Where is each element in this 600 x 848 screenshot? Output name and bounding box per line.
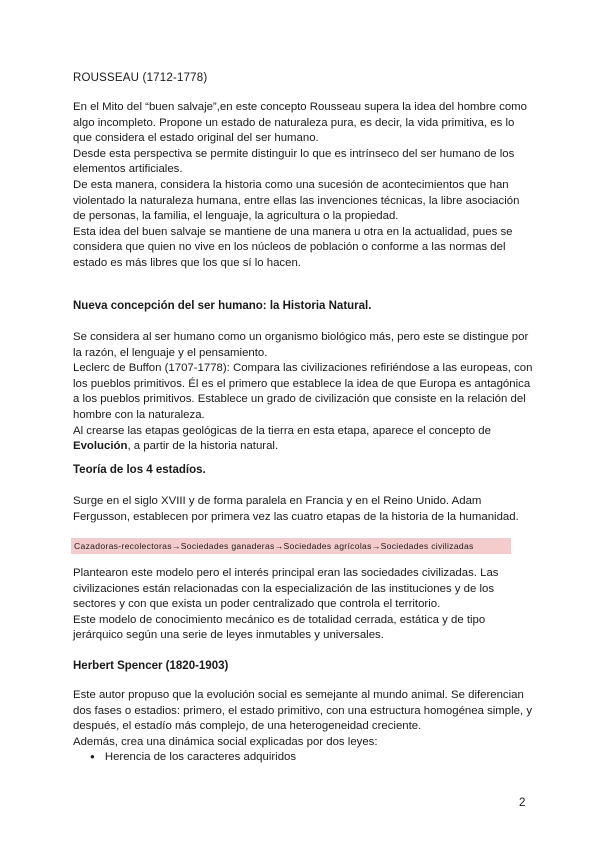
text-run: Al crearse las etapas geológicas de la tierra en esta etapa, aparece el concepto de — [73, 424, 491, 437]
paragraph: Surge en el siglo XVIII y de forma paralela en Francia y en el Reino Unido. Adam Fergusson, establecen por primera vez las cuatro etapas de la historia de la humanidad. — [73, 495, 519, 523]
cuatro-estadios-intro — [73, 494, 533, 525]
paragraph: En el Mito del “buen salvaje”,en este concepto Rousseau supera la idea del hombre como algo incompleto. Propone un estado de naturaleza pura, es decir, la vida primitiva, es lo que considera el estado original del ser humano. — [73, 101, 527, 145]
text-run: , a partir de la historia natural. — [127, 440, 279, 453]
list-item: ● Herencia de los caracteres adquiridos — [90, 750, 296, 766]
spencer-section — [73, 688, 533, 750]
paragraph: Este modelo de conocimiento mecánico es de totalidad cerrada, estática y de tipo jerárquico según una serie de leyes inmutables y universales. — [73, 613, 486, 642]
paragraph: Leclerc de Buffon (1707-1778): Compara las civilizaciones refiriéndose a las europeas, con los pueblos primitivos. Él es el primero que establece la idea de que Europa es antagónica a los pueblos primitivos. Establece un grado de civilización que consiste en la relación del hombre con la naturaleza. — [73, 362, 533, 421]
paragraph: De esta manera, considera la historia como una sucesión de acontecimientos que han violentado la naturaleza humana, entre ellas las invenciones técnicas, la libre asociación de personas, la familia, el lenguaje, la agricultura o la propiedad. — [73, 178, 520, 223]
paragraph — [73, 424, 533, 455]
paragraph: Plantearon este modelo pero el interés principal eran las sociedades civilizadas. Las civilizaciones están relacionadas con la especialización de las instituciones y de los sectores y con que exista un poder centralizado que controla el territorio. — [73, 567, 499, 611]
highlighted-stages-sequence: Cazadoras-recolectoras→Sociedades ganaderas→Sociedades agrícolas→Sociedades civilizadas — [71, 538, 511, 554]
historia-natural-section — [73, 330, 533, 455]
section-heading-cuatro-estadios: Teoría de los 4 estadíos. — [73, 464, 206, 476]
paragraph: Además, crea una dinámica social explicadas por dos leyes: — [73, 735, 378, 748]
paragraph: Desde esta perspectiva se permite distinguir lo que es intrínseco del ser humano de los elementos artificiales. — [73, 147, 515, 176]
document-title: ROUSSEAU (1712-1778) — [73, 72, 208, 84]
bullet-list — [90, 750, 296, 766]
section-heading-herbert-spencer: Herbert Spencer (1820-1903) — [73, 660, 229, 672]
section-heading-historia-natural: Nueva concepción del ser humano: la Historia Natural. — [73, 300, 372, 312]
paragraph: Esta idea del buen salvaje se mantiene de una manera u otra en la actualidad, pues se considera que quien no vive en los núcleos de población o conforme a las normas del estado es más libres que los que sí lo hacen. — [73, 225, 513, 269]
page-number: 2 — [519, 797, 526, 809]
paragraph: Se considera al ser humano como un organismo biológico más, pero este se distingue por la razón, el lenguaje y el pensamiento. — [73, 331, 529, 359]
bold-term-evolucion: Evolución — [73, 440, 128, 453]
paragraph: Este autor propuso que la evolución social es semejante al mundo animal. Se diferencian dos fases o estadios: primero, el estado primitivo, con una estructura homogénea simple, y después, el estadío más complejo, de una heterogeneidad creciente. — [73, 689, 533, 733]
cuatro-estadios-section — [73, 566, 533, 644]
rousseau-section — [73, 100, 533, 272]
